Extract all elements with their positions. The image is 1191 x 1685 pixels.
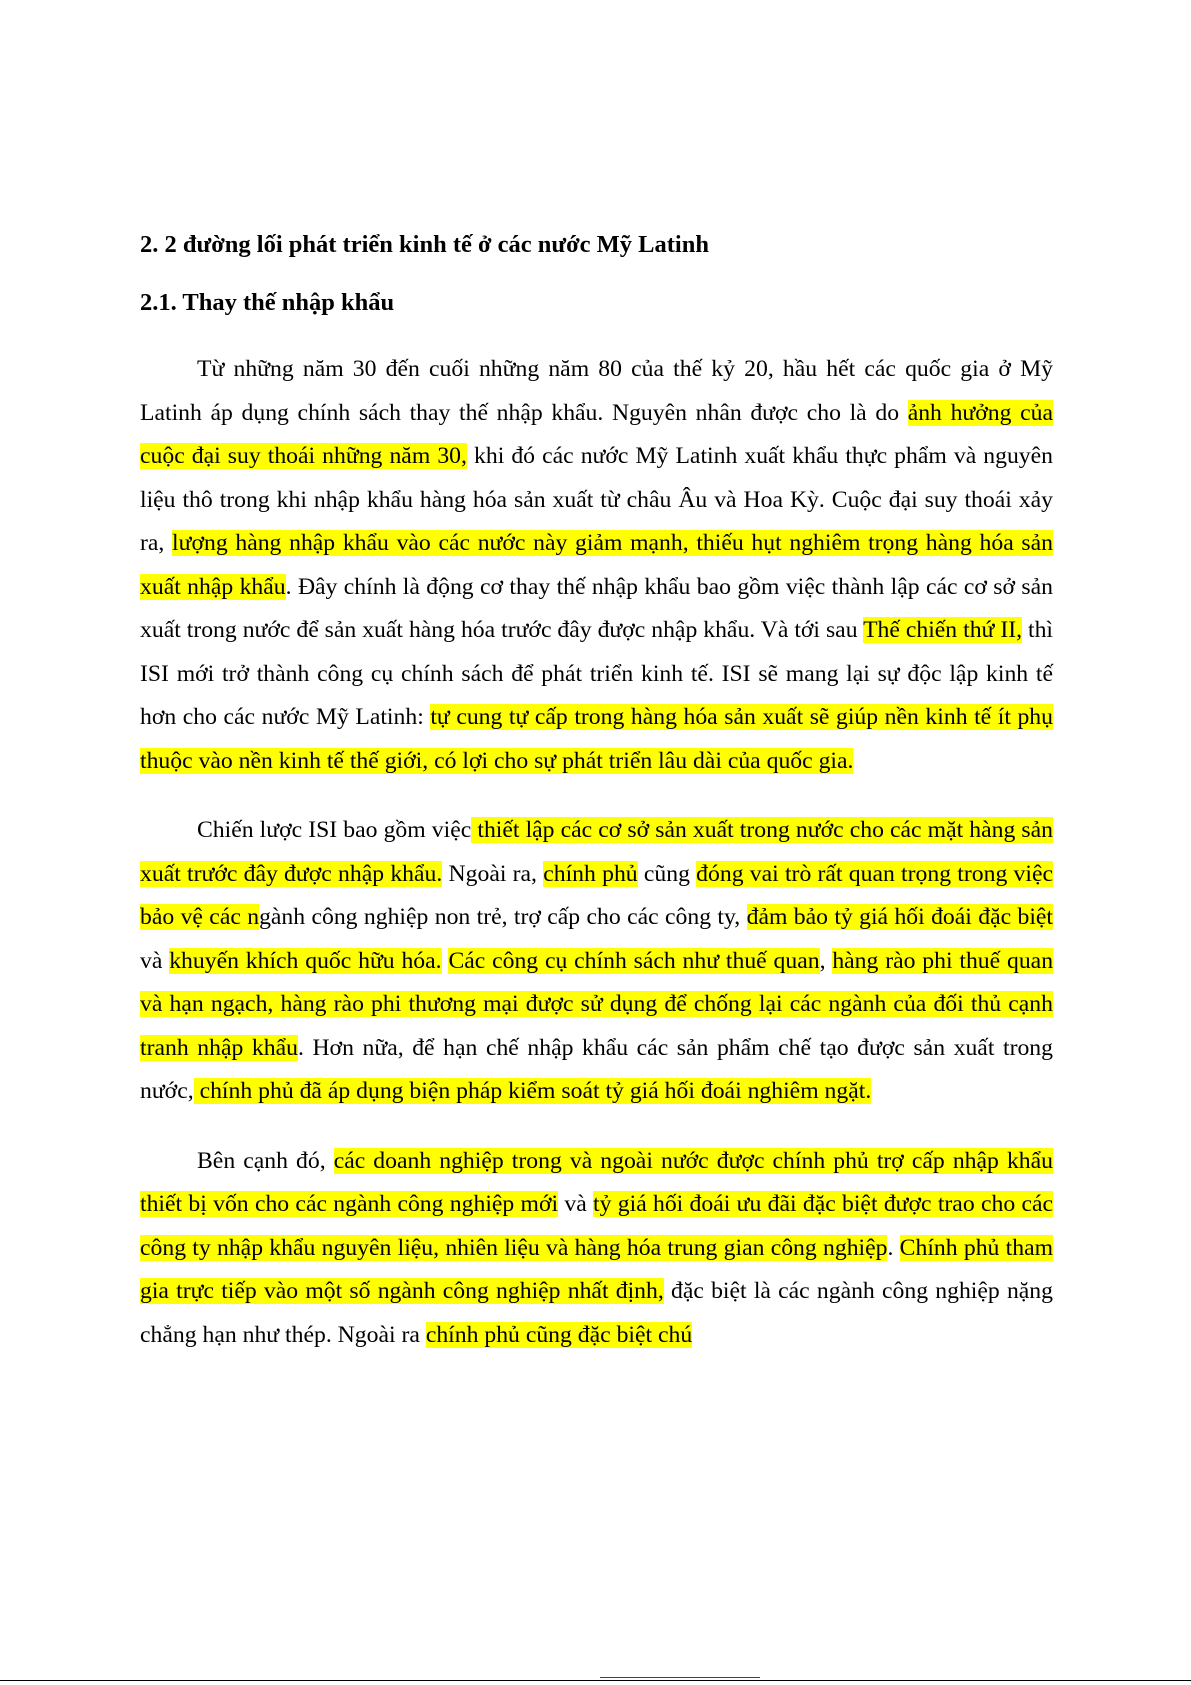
highlighted-text: ảnh hưởng của cuộc đại suy thoái những năm 30,	[140, 399, 1053, 469]
text-segment: Ngoài ra,	[442, 860, 544, 887]
highlighted-text: Các công cụ chính sách như thuế quan	[448, 947, 820, 974]
text-segment: Chiến lược ISI bao gồm việc	[197, 817, 472, 843]
highlighted-text: chính phủ đã áp dụng biện pháp kiểm soát tỷ giá hối đoái nghiêm ngặt.	[193, 1078, 872, 1104]
text-segment: và	[140, 947, 170, 974]
highlighted-text: Chính phủ tham gia trực tiếp vào một số ngành công nghiệp nhất định,	[140, 1234, 1054, 1304]
text-segment: . Đây chính là động cơ thay thế nhập khẩu bao gồm việc thành lập các cơ sở sản xuất trong nước để sản xuất hàng hóa trước đây được nhập khẩu. Và tới sau	[140, 573, 1053, 643]
page-bottom-border	[0, 1680, 1191, 1681]
highlighted-text: các doanh nghiệp trong và ngoài nước được chính phủ trợ cấp nhập khẩu thiết bị vốn cho các ngành công nghiệp mới	[140, 1147, 1053, 1217]
highlighted-text: tỷ giá hối đoái ưu đãi đặc biệt được trao cho các công ty nhập khẩu nguyên liệu, nhiên liệu và hàng hóa trung gian công nghiệp	[140, 1191, 1053, 1261]
section-heading: 2. 2 đường lối phát triển kinh tế ở các nước Mỹ Latinh	[140, 231, 709, 258]
page-bottom-mark	[600, 1677, 760, 1678]
text-segment: thì ISI mới trở thành công cụ chính sách để phát triển kinh tế. ISI sẽ mang lại sự độc lập kinh tế hơn cho các nước Mỹ Latinh:	[140, 617, 1053, 730]
highlighted-text: khuyến khích quốc hữu hóa.	[169, 947, 442, 974]
text-segment: và	[558, 1191, 594, 1217]
highlighted-text: lượng hàng nhập khẩu vào các nước này giảm mạnh, thiếu hụt nghiêm trọng hàng hóa sản xuất nhập khẩu	[140, 530, 1053, 600]
highlighted-text: thiết lập các cơ sở sản xuất trong nước cho các mặt hàng sản xuất trước đây được nhập khẩu.	[140, 817, 1053, 887]
body-text	[140, 348, 1053, 1357]
highlighted-text: tự cung tự cấp trong hàng hóa sản xuất sẽ giúp nền kinh tế ít phụ thuộc vào nền kinh tế thế giới, có lợi cho sự phát triển lâu dài của quốc gia.	[140, 704, 1053, 774]
paragraph-1	[140, 348, 1053, 783]
highlighted-text: Thế chiến thứ II,	[863, 617, 1023, 643]
text-segment: ,	[819, 947, 833, 974]
highlighted-text: đảm bảo tỷ giá hối đoái đặc biệt	[746, 904, 1053, 930]
text-segment: gành công nghiệp non trẻ, trợ cấp cho các công ty,	[259, 904, 747, 930]
highlighted-text: chính phủ	[543, 860, 638, 887]
text-segment: . Hơn nữa, để hạn chế nhập khẩu các sản phẩm chế tạo được sản xuất trong nước,	[140, 1034, 1053, 1104]
highlighted-text: hàng rào phi thuế quan và hạn ngạch, hàng rào phi thương mại được sử dụng để chống lại các ngành của đối thủ cạnh tranh nhập khẩu	[140, 947, 1054, 1061]
text-segment: cũng	[637, 860, 697, 887]
subsection-heading: 2.1. Thay thế nhập khẩu	[140, 289, 395, 316]
text-segment: Bên cạnh đó,	[197, 1147, 334, 1174]
text-segment: đặc biệt là các ngành công nghiệp nặng chẳng hạn như thép. Ngoài ra	[140, 1278, 1053, 1348]
text-segment: khi đó các nước Mỹ Latinh xuất khẩu thực phẩm và nguyên liệu thô trong khi nhập khẩu hàng hóa sản xuất từ châu Âu và Hoa Kỳ. Cuộc đại suy thoái xảy ra,	[140, 443, 1054, 556]
text-segment: .	[887, 1234, 900, 1261]
paragraph-3	[140, 1140, 1053, 1358]
highlighted-text: chính phủ cũng đặc biệt chú	[425, 1321, 693, 1348]
paragraph-2	[140, 809, 1053, 1114]
text-segment: Từ những năm 30 đến cuối những năm 80 của thế kỷ 20, hầu hết các quốc gia ở Mỹ Latinh áp dụng chính sách thay thế nhập khẩu. Nguyên nhân được cho là do	[140, 356, 1053, 426]
highlighted-text: đóng vai trò rất quan trọng trong việc bảo vệ các n	[140, 860, 1053, 930]
document-page	[140, 228, 1053, 1383]
